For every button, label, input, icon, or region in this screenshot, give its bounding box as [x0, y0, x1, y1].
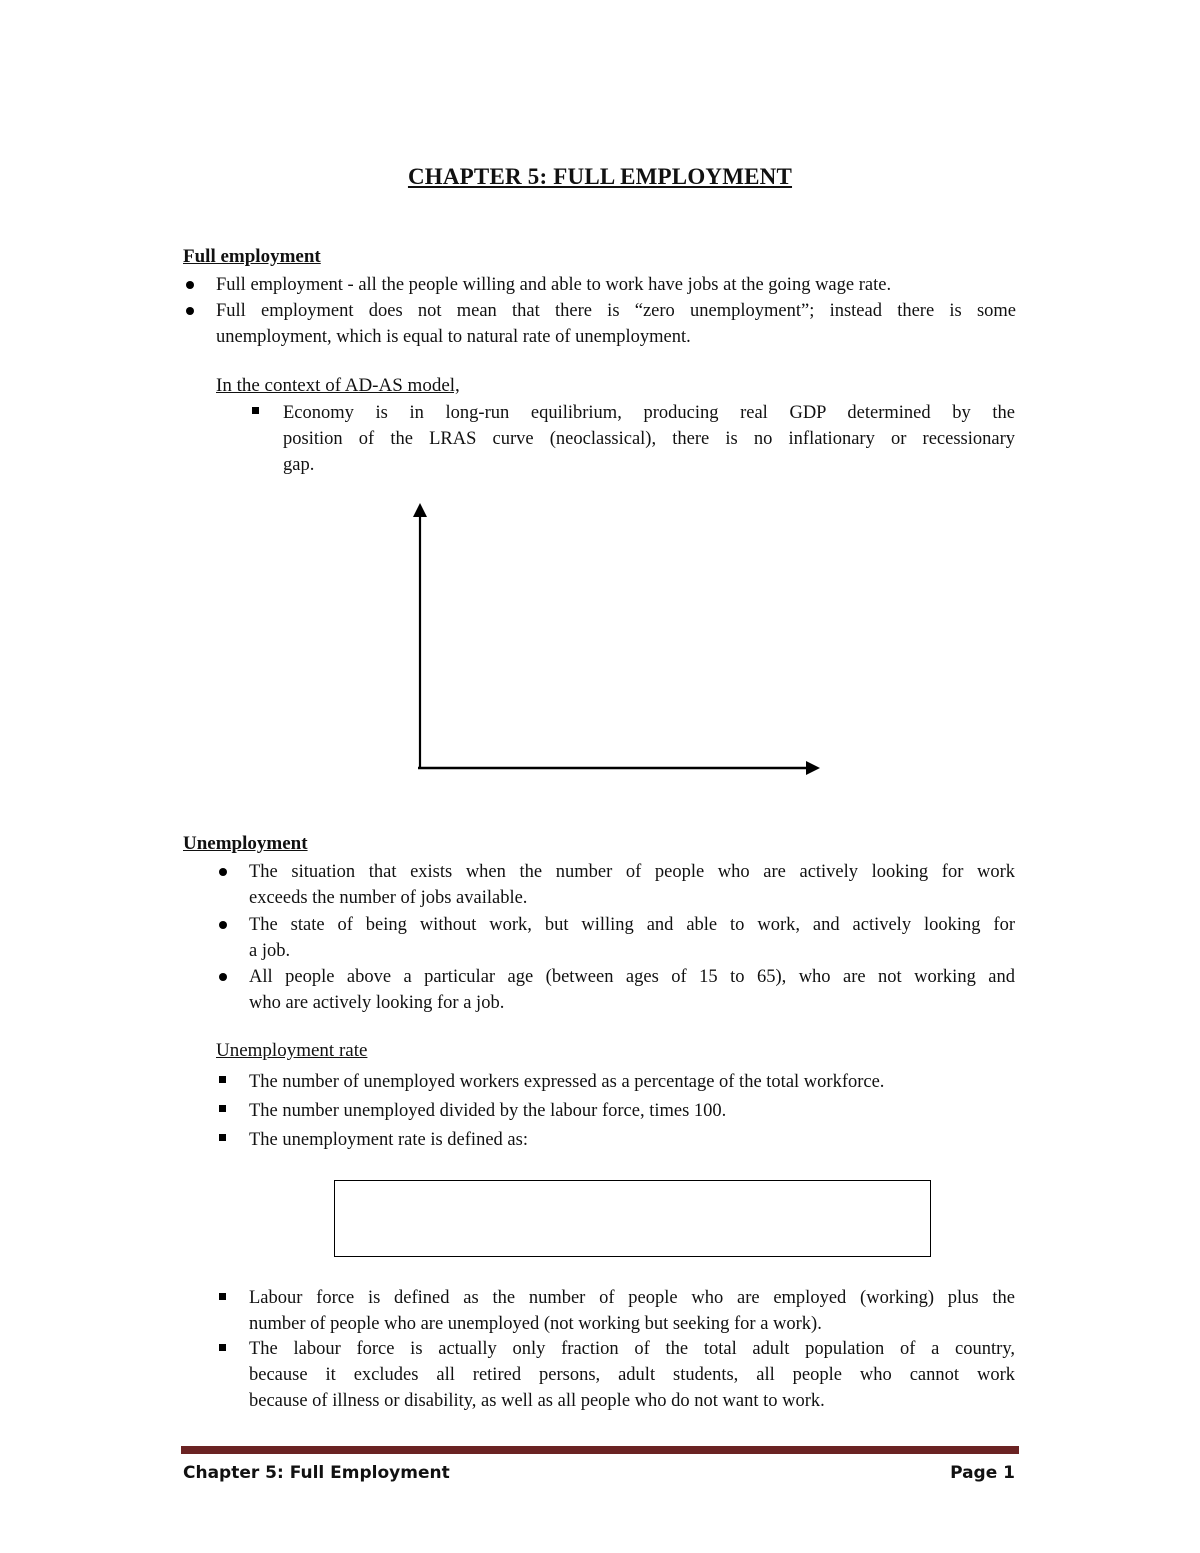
- bullet-text-continued: position of the LRAS curve (neoclassical), there is no inflationary or recessionary: [283, 429, 1015, 449]
- bullet-text: Economy is in long-run equilibrium, producing real GDP determined by the: [283, 403, 1015, 423]
- bullet-text: The number unemployed divided by the labour force, times 100.: [249, 1101, 727, 1121]
- bullet-dot: [219, 868, 227, 876]
- bullet-text-continued: because of illness or disability, as well as all people who do not want to work.: [249, 1391, 825, 1411]
- page-title: CHAPTER 5: FULL EMPLOYMENT: [407, 164, 793, 189]
- bullet-text-continued: gap.: [283, 455, 315, 475]
- section-heading-unemployment: Unemployment: [183, 833, 308, 854]
- bullet-square: [219, 1134, 226, 1141]
- bullet-dot: [219, 921, 227, 929]
- bullet-square: [252, 407, 259, 414]
- subheading-ad-as: In the context of AD-AS model,: [216, 375, 460, 396]
- bullet-text-continued: a job.: [249, 941, 291, 961]
- footer-page-number: Page 1: [950, 1463, 1015, 1483]
- bullet-text-continued: who are actively looking for a job.: [249, 993, 505, 1013]
- bullet-square: [219, 1293, 226, 1300]
- subheading-unemployment-rate: Unemployment rate: [216, 1040, 368, 1061]
- bullet-square: [219, 1105, 226, 1112]
- bullet-text: The situation that exists when the number of people who are actively looking for work: [249, 862, 1015, 882]
- bullet-dot: [219, 973, 227, 981]
- bullet-text-continued: number of people who are unemployed (not working but seeking for a work).: [249, 1314, 822, 1334]
- bullet-text-continued: unemployment, which is equal to natural rate of unemployment.: [216, 327, 691, 347]
- bullet-dot: [186, 281, 194, 289]
- bullet-square: [219, 1344, 226, 1351]
- bullet-text: The number of unemployed workers expressed as a percentage of the total workforce.: [249, 1072, 885, 1092]
- bullet-dot: [186, 307, 194, 315]
- bullet-text: The state of being without work, but willing and able to work, and actively looking for: [249, 915, 1015, 935]
- footer-rule: [181, 1446, 1019, 1454]
- y-axis-arrow: [413, 503, 427, 517]
- bullet-text: Full employment does not mean that there is “zero unemployment”; instead there is some: [216, 301, 1016, 321]
- bullet-text: All people above a particular age (between ages of 15 to 65), who are not working and: [249, 967, 1015, 987]
- bullet-text: Full employment - all the people willing and able to work have jobs at the going wage rate.: [216, 275, 892, 295]
- footer-chapter-label: Chapter 5: Full Employment: [183, 1463, 450, 1483]
- section-heading-full-employment: Full employment: [183, 246, 321, 267]
- bullet-text-continued: because it excludes all retired persons, adult students, all people who cannot work: [249, 1365, 1015, 1385]
- x-axis-arrow: [806, 761, 820, 775]
- bullet-square: [219, 1076, 226, 1083]
- formula-box: [334, 1180, 931, 1257]
- axes-diagram: [400, 495, 830, 780]
- bullet-text-continued: exceeds the number of jobs available.: [249, 888, 528, 908]
- bullet-text: The unemployment rate is defined as:: [249, 1130, 528, 1150]
- bullet-text: Labour force is defined as the number of people who are employed (working) plus the: [249, 1288, 1015, 1308]
- bullet-text: The labour force is actually only fraction of the total adult population of a country,: [249, 1339, 1015, 1359]
